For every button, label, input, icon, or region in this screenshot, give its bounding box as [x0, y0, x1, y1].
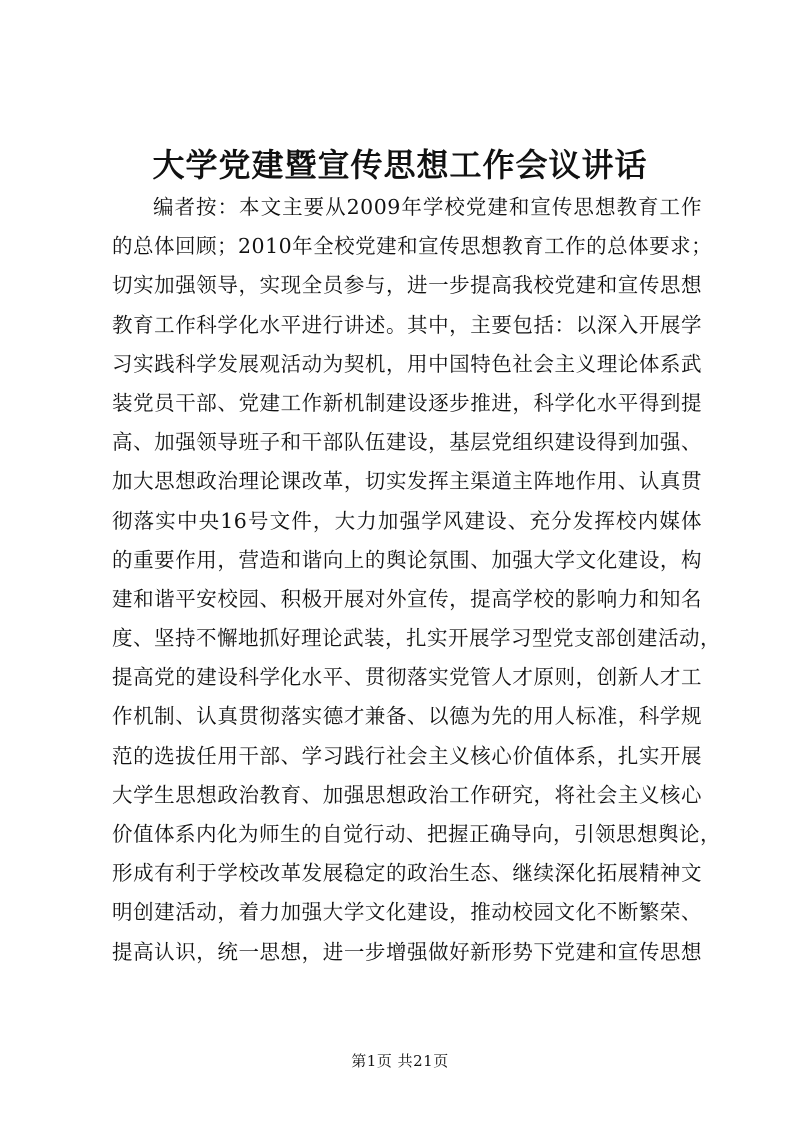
body-line: 价值体系内化为师生的自觉行动、把握正确导向，引领思想舆论，: [112, 822, 721, 846]
body-line: 的重要作用，营造和谐向上的舆论氛围、加强大学文化建设，构: [112, 547, 702, 572]
body-line: 习实践科学发展观活动为契机，用中国特色社会主义理论体系武: [112, 351, 702, 376]
body-line: 提高认识，统一思想，进一步增强做好新形势下党建和宣传思想: [112, 939, 702, 964]
body-line: 大学生思想政治教育、加强思想政治工作研究，将社会主义核心: [112, 782, 702, 807]
body-line: 的总体回顾；2010年全校党建和宣传思想教育工作的总体要求；: [112, 234, 713, 259]
body-line: 教育工作科学化水平进行讲述。其中，主要包括：以深入开展学: [112, 312, 702, 337]
body-line: 建和谐平安校园、积极开展对外宣传，提高学校的影响力和知名: [112, 586, 702, 611]
document-title: 大学党建暨宣传思想工作会议讲话: [152, 146, 648, 184]
body-line: 切实加强领导，实现全员参与，进一步提高我校党建和宣传思想: [112, 273, 702, 298]
body-line: 彻落实中央16号文件，大力加强学风建设、充分发挥校内媒体: [112, 508, 702, 533]
body-line: 形成有利于学校改革发展稳定的政治生态、继续深化拓展精神文: [112, 861, 702, 886]
body-line: 编者按：本文主要从2009年学校党建和宣传思想教育工作: [153, 195, 702, 219]
body-line: 提高党的建设科学化水平、贯彻落实党管人才原则，创新人才工: [112, 665, 702, 690]
body-line: 装党员干部、党建工作新机制建设逐步推进，科学化水平得到提: [112, 390, 702, 415]
body-line: 作机制、认真贯彻落实德才兼备、以德为先的用人标准，科学规: [112, 704, 702, 729]
body-line: 加大思想政治理论课改革，切实发挥主渠道主阵地作用、认真贯: [112, 469, 702, 494]
document-body: [112, 188, 721, 972]
body-line: 范的选拔任用干部、学习践行社会主义核心价值体系，扎实开展: [112, 743, 702, 768]
body-line: 高、加强领导班子和干部队伍建设，基层党组织建设得到加强、: [112, 430, 702, 455]
body-line: 度、坚持不懈地抓好理论武装，扎实开展学习型党支部创建活动，: [112, 626, 721, 651]
body-line: 明创建活动，着力加强大学文化建设，推动校园文化不断繁荣、: [112, 900, 702, 925]
page-number-footer: 第1页 共21页: [351, 1052, 449, 1070]
